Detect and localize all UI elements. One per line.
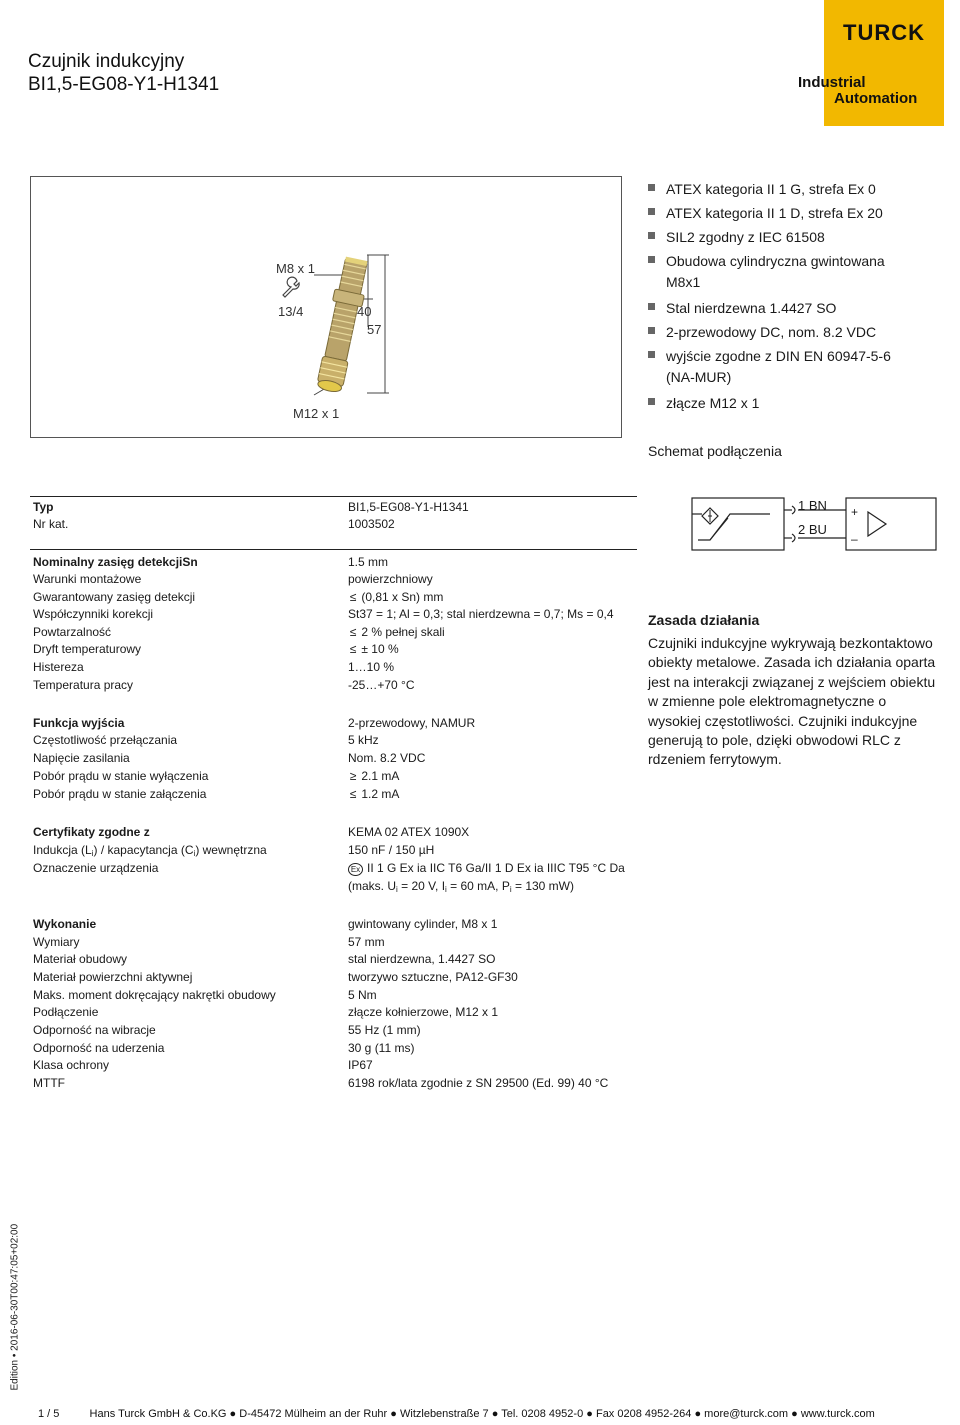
divider xyxy=(30,549,637,550)
spec-label: Histereza xyxy=(33,660,84,674)
spec-label: Współczynniki korekcji xyxy=(33,607,154,621)
spec-value: 2-przewodowy, NAMUR xyxy=(348,716,476,730)
wire-1-label: 1 BN xyxy=(798,498,827,513)
length-dimension-a: 40 xyxy=(357,304,372,319)
spec-value: 5 Nm xyxy=(348,988,377,1002)
edition-stamp: Edition • 2016-06-30T00:47:05+02:00 xyxy=(9,1223,21,1391)
bullet-icon: ● xyxy=(586,1408,593,1420)
feature-item: ATEX kategoria II 1 G, strefa Ex 0 xyxy=(648,177,918,201)
spec-value: 30 g (11 ms) xyxy=(348,1041,415,1055)
brand-line-2: Automation xyxy=(834,90,918,107)
company-address: D-45472 Mülheim an der Ruhr xyxy=(239,1408,388,1420)
wrench-dimension: 13/4 xyxy=(278,304,304,319)
max-values: (maks. $U_i = 20$ V, $I_i = 60$ mA, $P_i = 130$ mW) xyxy=(348,879,574,894)
spec-value: 55 Hz (1 mm) xyxy=(348,1023,421,1037)
wire-2-label: 2 BU xyxy=(798,522,827,537)
spec-label: Nominalny zasięg detekcjiSn xyxy=(33,555,198,569)
spec-label: Częstotliwość przełączania xyxy=(33,733,178,747)
amplifier-icon xyxy=(868,512,886,536)
sensor-drawing xyxy=(31,177,621,437)
spec-value: Nom. 8.2 VDC xyxy=(348,751,426,765)
spec-label: Funkcja wyjścia xyxy=(33,716,125,730)
spec-label: Temperatura pracy xyxy=(33,678,134,692)
spec-label: Materiał powierzchni aktywnej xyxy=(33,970,193,984)
feature-list xyxy=(648,177,918,415)
inductance-label: Indukcja $(L_i)$ / kapacytancja $(C_i)$ wewnętrzna xyxy=(33,843,267,858)
company-email[interactable]: more@turck.com xyxy=(704,1408,789,1420)
operating-principle-text: Czujniki indukcyjne wykrywają bezkontaktowo obiekty metalowe. Zasada ich działania oparta jest na interakcji związanej z wejściem obiektu w zmienne pole elektromagnetyczne o wysokiej częstotliwości. Czujniki indukcyjne generują to pole, dzięki obwodowi RLC z rdzeniem ferrytowym. xyxy=(648,635,936,768)
spec-label: Pobór prądu w stanie załączenia xyxy=(33,787,207,801)
spec-value: 6198 rok/lata zgodnie z SN 29500 (Ed. 99) 40 °C xyxy=(348,1076,609,1090)
turck-logo xyxy=(824,0,944,126)
title-line-2: BI1,5-EG08-Y1-H1341 xyxy=(28,74,220,95)
company-fax: Fax 0208 4952-264 xyxy=(595,1408,692,1420)
spec-value: powierzchniowy xyxy=(348,572,433,586)
spec-label: Podłączenie xyxy=(33,1005,99,1019)
divider xyxy=(30,496,637,497)
spec-value: 57 mm xyxy=(348,935,385,949)
feature-item: Obudowa cylindryczna gwintowana M8x1 xyxy=(648,249,918,293)
feature-item: ATEX kategoria II 1 D, strefa Ex 20 xyxy=(648,201,918,225)
spec-label: Maks. moment dokręcający nakrętki obudowy xyxy=(33,988,276,1002)
spec-label: Wymiary xyxy=(33,935,80,949)
spec-value: -25…+70 °C xyxy=(348,678,415,692)
wrench-icon xyxy=(283,277,299,297)
spec-label: Napięcie zasilania xyxy=(33,751,130,765)
turck-logo-icon xyxy=(828,18,940,46)
type-label: Typ xyxy=(33,500,54,514)
product-image-box xyxy=(30,176,622,438)
marking-value: Ex II 1 G Ex ia IIC T6 Ga/II 1 D Ex ia IIIC T95 °C Da xyxy=(348,860,625,878)
spec-label: Warunki montażowe xyxy=(33,572,142,586)
spec-value: 1…10 % xyxy=(348,660,395,674)
spec-label: Materiał obudowy xyxy=(33,952,128,966)
spec-label: Klasa ochrony xyxy=(33,1058,110,1072)
bullet-icon: ● xyxy=(229,1408,237,1420)
company-website[interactable]: www.turck.com xyxy=(800,1408,875,1420)
spec-label: Odporność na uderzenia xyxy=(33,1041,165,1055)
catalog-label: Nr kat. xyxy=(33,517,69,531)
spec-label: MTTF xyxy=(33,1076,65,1090)
feature-item: wyjście zgodne z DIN EN 60947-5-6 (NA-MUR) xyxy=(648,344,918,388)
spec-value: ≥ 2.1 mA xyxy=(349,769,400,783)
connector-dimension: M12 x 1 xyxy=(293,406,340,421)
cert-value: KEMA 02 ATEX 1090X xyxy=(348,825,470,839)
title-line-1: Czujnik indukcyjny xyxy=(28,51,185,72)
bullet-icon: ● xyxy=(491,1408,499,1420)
marking-label: Oznaczenie urządzenia xyxy=(33,861,159,875)
spec-value: IP67 xyxy=(348,1058,373,1072)
spec-label: Powtarzalność xyxy=(33,625,112,639)
spec-label: Gwarantowany zasięg detekcji xyxy=(33,590,196,604)
feature-item: 2-przewodowy DC, nom. 8.2 VDC xyxy=(648,320,918,344)
page-number: 1 / 5 xyxy=(38,1408,60,1420)
bullet-icon: ● xyxy=(390,1408,397,1420)
feature-item: złącze M12 x 1 xyxy=(648,391,918,415)
bullet-icon: ● xyxy=(791,1408,798,1420)
thread-dimension: M8 x 1 xyxy=(276,261,316,276)
sensor-body-icon xyxy=(314,256,371,394)
spec-label: Pobór prądu w stanie wyłączenia xyxy=(33,769,209,783)
spec-value: tworzywo sztuczne, PA12-GF30 xyxy=(348,970,518,984)
page-footer xyxy=(38,1408,875,1420)
wiring-title: Schemat podłączenia xyxy=(648,443,782,459)
product-title xyxy=(28,50,219,96)
inductance-value: 150 nF / 150 µH xyxy=(348,843,435,857)
spec-value: ≤ 1.2 mA xyxy=(349,787,400,801)
bullet-icon: ● xyxy=(694,1408,702,1420)
spec-value: ≤ (0,81 x Sn) mm xyxy=(349,590,444,604)
feature-item: SIL2 zgodny z IEC 61508 xyxy=(648,225,918,249)
cert-label: Certyfikaty zgodne z xyxy=(33,825,150,839)
spec-value: 5 kHz xyxy=(348,733,379,747)
spec-value: ≤ ± 10 % xyxy=(349,642,399,656)
type-value: BI1,5-EG08-Y1-H1341 xyxy=(348,500,469,514)
spec-label: Odporność na wibracje xyxy=(33,1023,156,1037)
spec-value: stal nierdzewna, 1.4427 SO xyxy=(348,952,496,966)
brand-subtitle xyxy=(798,75,917,107)
spec-value: St37 = 1; Al = 0,3; stal nierdzewna = 0,7; Ms = 0,4 xyxy=(348,607,614,621)
length-dimension-b: 57 xyxy=(367,322,382,337)
plus-label: + xyxy=(851,505,859,519)
catalog-value: 1003502 xyxy=(348,517,395,531)
spec-value: gwintowany cylinder, M8 x 1 xyxy=(348,917,498,931)
brand-line-1: Industrial xyxy=(798,74,866,91)
company-tel: Tel. 0208 4952-0 xyxy=(501,1408,584,1420)
sensor-symbol-icon xyxy=(702,508,718,524)
spec-label: Wykonanie xyxy=(33,917,97,931)
operating-principle-title: Zasada działania xyxy=(648,612,760,628)
ex-icon: Ex xyxy=(348,863,363,876)
feature-item: Stal nierdzewna 1.4427 SO xyxy=(648,296,918,320)
spec-label: Dryft temperaturowy xyxy=(33,642,142,656)
company-street: Witzlebenstraße 7 xyxy=(400,1408,489,1420)
spec-value: 1.5 mm xyxy=(348,555,389,569)
minus-label: – xyxy=(851,532,858,546)
company-name: Hans Turck GmbH & Co.KG xyxy=(89,1408,227,1420)
spec-value: złącze kołnierzowe, M12 x 1 xyxy=(348,1005,499,1019)
logo-text: TURCK xyxy=(843,20,925,45)
spec-value: ≤ 2 % pełnej skali xyxy=(349,625,445,639)
